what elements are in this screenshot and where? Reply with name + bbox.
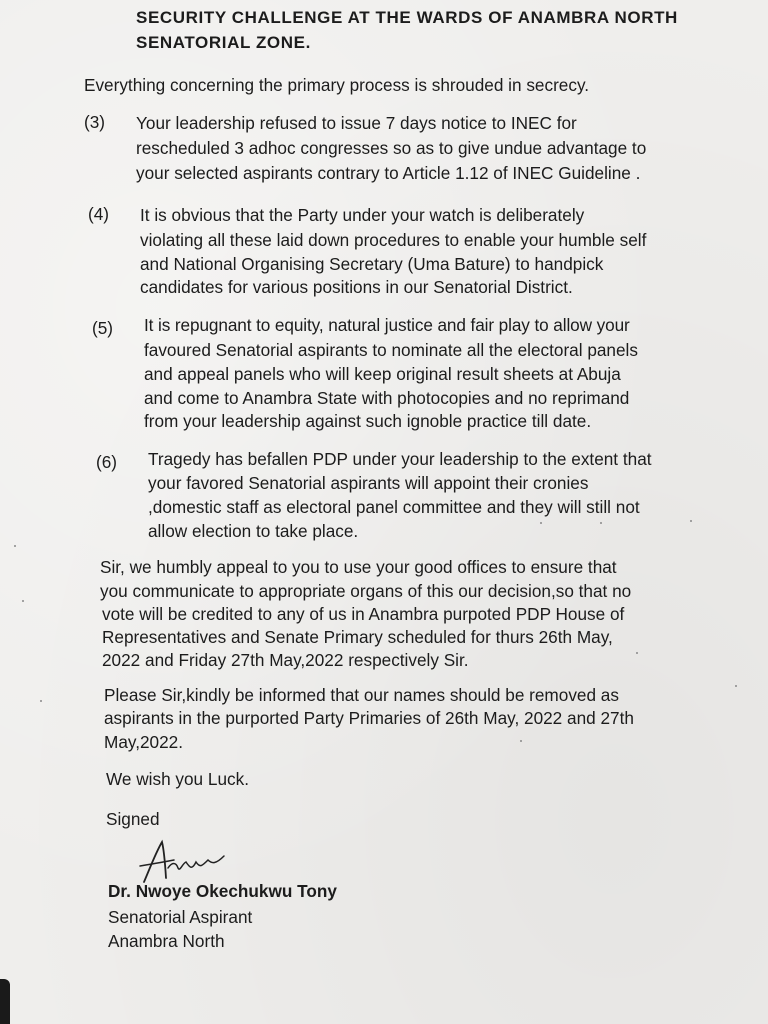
heading-line-2: SENATORIAL ZONE.	[136, 33, 311, 52]
point-4-line-2: violating all these laid down procedures to enable your humble self	[140, 230, 647, 250]
notice-line-2: aspirants in the purported Party Primaries of 26th May, 2022 and 27th	[104, 708, 634, 728]
point-5-line-1: It is repugnant to equity, natural justice and fair play to allow your	[144, 315, 630, 335]
point-6-line-1: Tragedy has befallen PDP under your leadership to the extent that	[148, 449, 652, 469]
intro-sentence: Everything concerning the primary process is shrouded in secrecy.	[84, 75, 590, 95]
point-3-line-2: rescheduled 3 adhoc congresses so as to give undue advantage to	[136, 138, 647, 158]
point-5-line-3: and appeal panels who will keep original result sheets at Abuja	[144, 364, 621, 384]
point-3-line-3: your selected aspirants contrary to Article 1.12 of INEC Guideline .	[136, 163, 641, 183]
scan-speck	[22, 600, 24, 602]
closing-line: We wish you Luck.	[106, 769, 249, 789]
point-6-number: (6)	[96, 452, 118, 472]
scan-speck	[690, 520, 692, 522]
scan-speck	[735, 685, 737, 687]
point-4-line-1: It is obvious that the Party under your watch is deliberately	[140, 205, 585, 225]
point-5-number: (5)	[92, 318, 114, 338]
signed-label: Signed	[106, 809, 160, 829]
point-6-line-3: ,domestic staff as electoral panel committee and they will still not	[148, 497, 640, 517]
point-5-line-2: favoured Senatorial aspirants to nominate all the electoral panels	[144, 340, 638, 360]
point-4-number: (4)	[88, 204, 110, 224]
scan-speck	[540, 522, 542, 524]
heading-line-1: SECURITY CHALLENGE AT THE WARDS OF ANAMBRA NORTH	[136, 8, 678, 27]
point-3-line-1: Your leadership refused to issue 7 days notice to INEC for	[136, 113, 577, 133]
scan-speck	[40, 700, 42, 702]
appeal-line-5: 2022 and Friday 27th May,2022 respectively Sir.	[102, 650, 469, 670]
appeal-line-3: vote will be credited to any of us in Anambra purpoted PDP House of	[102, 604, 625, 624]
scan-speck	[520, 740, 522, 742]
scan-speck	[636, 652, 638, 654]
scan-edge-shadow	[0, 979, 10, 1024]
appeal-line-1: Sir, we humbly appeal to you to use your good offices to ensure that	[100, 557, 617, 577]
scan-speck	[14, 545, 16, 547]
point-6-line-4: allow election to take place.	[148, 521, 359, 541]
signatory-name: Dr. Nwoye Okechukwu Tony	[108, 881, 337, 901]
appeal-line-2: you communicate to appropriate organs of this our decision,so that no	[100, 581, 632, 601]
point-4-line-4: candidates for various positions in our Senatorial District.	[140, 277, 573, 297]
point-5-line-5: from your leadership against such ignoble practice till date.	[144, 411, 592, 431]
scan-speck	[600, 522, 602, 524]
point-5-line-4: and come to Anambra State with photocopies and no reprimand	[144, 388, 630, 408]
notice-line-1: Please Sir,kindly be informed that our names should be removed as	[104, 685, 619, 705]
point-3-number: (3)	[84, 112, 106, 132]
signatory-title: Senatorial Aspirant	[108, 907, 253, 927]
notice-line-3: May,2022.	[104, 732, 183, 752]
appeal-line-4: Representatives and Senate Primary scheduled for thurs 26th May,	[102, 627, 613, 647]
point-4-line-3: and National Organising Secretary (Uma Bature) to handpick	[140, 254, 604, 274]
signatory-location: Anambra North	[108, 931, 225, 951]
point-6-line-2: your favored Senatorial aspirants will appoint their cronies	[148, 473, 589, 493]
